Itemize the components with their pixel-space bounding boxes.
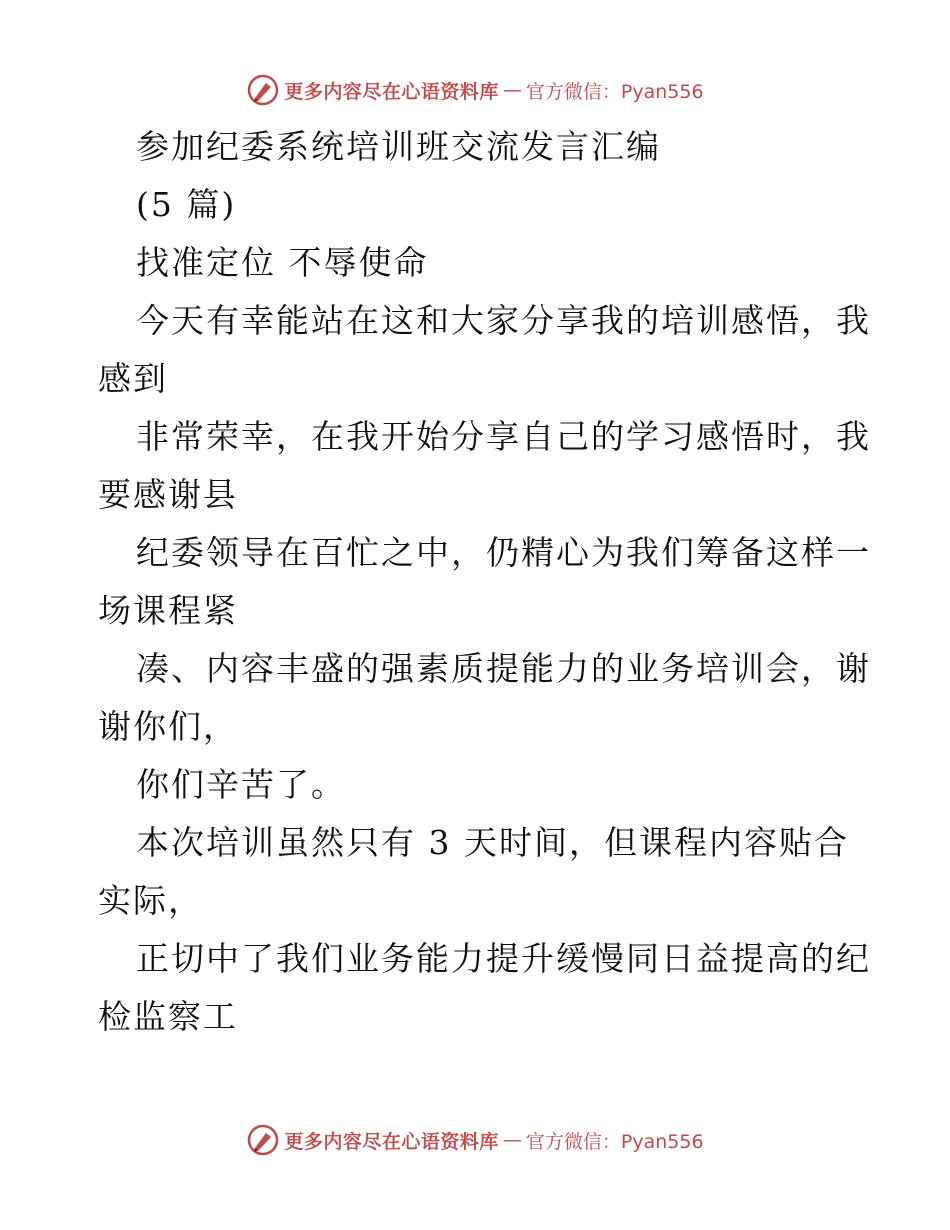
paragraph-line: 凑、内容丰盛的强素质提能力的业务培训会，谢 [136, 649, 871, 688]
paragraph-line: 谢你们， [98, 707, 238, 746]
paragraph-line: 本次培训虽然只有 3 天时间，但课程内容贴合 [136, 823, 849, 862]
paragraph-line: 场课程紧 [98, 591, 238, 630]
banner-wechat: 官方微信：Pyan556 [525, 1130, 704, 1153]
pen-nib-logo-icon [246, 1123, 280, 1157]
header-banner [0, 70, 950, 110]
footer-banner-inner [246, 1123, 703, 1157]
pen-nib-logo-icon [246, 73, 280, 107]
section-heading: 找准定位 不辱使命 [136, 243, 429, 282]
paragraph-line: 纪委领导在百忙之中，仍精心为我们筹备这样一 [136, 533, 871, 572]
paragraph-line: 你们辛苦了。 [136, 765, 346, 804]
banner-separator: — [502, 1129, 522, 1151]
paragraph-line: 感到 [98, 359, 168, 398]
document-body [98, 118, 871, 1046]
banner-wechat: 官方微信：Pyan556 [525, 80, 704, 103]
banner-title: 更多内容尽在心语资料库 [284, 1130, 499, 1153]
document-title: 参加纪委系统培训班交流发言汇编 [136, 127, 661, 166]
paragraph-line: 今天有幸能站在这和大家分享我的培训感悟，我 [136, 301, 871, 340]
document-subtitle: (5 篇) [136, 185, 237, 224]
footer-banner [0, 1120, 950, 1160]
paragraph-line: 实际， [98, 881, 203, 920]
banner-separator: — [502, 79, 522, 101]
banner-title: 更多内容尽在心语资料库 [284, 80, 499, 103]
paragraph-line: 要感谢县 [98, 475, 238, 514]
paragraph-line: 检监察工 [98, 997, 238, 1036]
header-banner-inner [246, 73, 703, 107]
paragraph-line: 正切中了我们业务能力提升缓慢同日益提高的纪 [136, 939, 871, 978]
paragraph-line: 非常荣幸，在我开始分享自己的学习感悟时，我 [136, 417, 871, 456]
